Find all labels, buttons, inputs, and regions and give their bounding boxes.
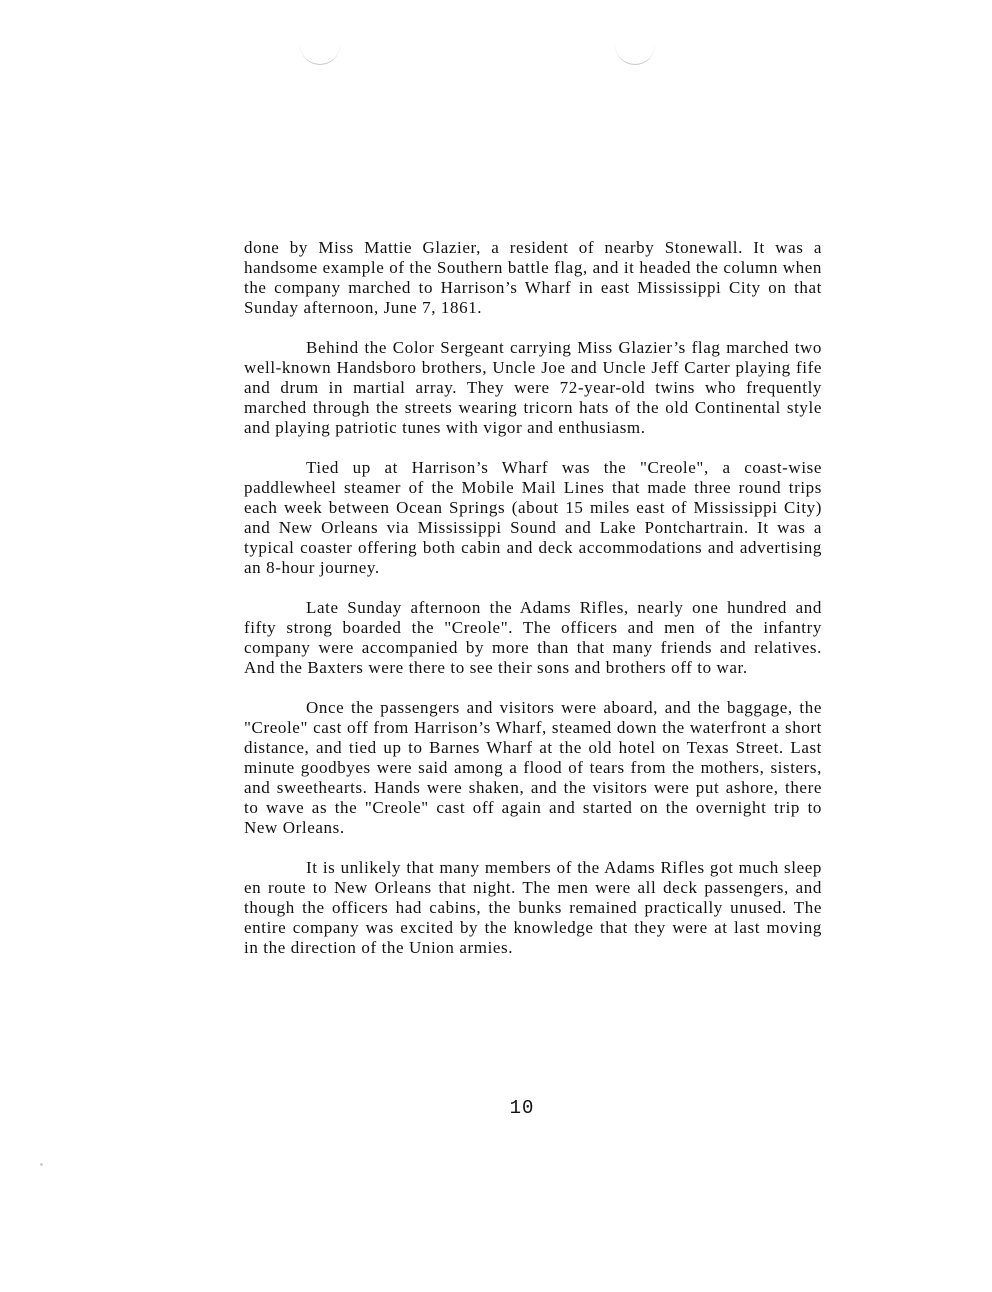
document-body: [244, 238, 822, 978]
scan-speck: [40, 1163, 43, 1166]
paragraph-4: Late Sunday afternoon the Adams Rifles, nearly one hundred and fifty strong boarded the "Creole". The officers and men of the infantry company were accompanied by more than that many friends and relatives. And the Baxters were there to see their sons and brothers off to war.: [244, 598, 822, 677]
paragraph-1: done by Miss Mattie Glazier, a resident of nearby Stonewall. It was a handsome example of the Southern battle flag, and it headed the column when the company marched to Harrison’s Wharf in east Mississippi City on that Sunday afternoon, June 7, 1861.: [244, 238, 822, 317]
paragraph-3: Tied up at Harrison’s Wharf was the "Creole", a coast-wise paddlewheel steamer of the Mobile Mail Lines that made three round trips each week between Ocean Springs (about 15 miles east of Mississippi City) and New Orleans via Mississippi Sound and Lake Pontchartrain. It was a typical coaster offering both cabin and deck accommodations and advertising an 8-hour journey.: [244, 458, 822, 577]
paragraph-6: It is unlikely that many members of the Adams Rifles got much sleep en route to New Orleans that night. The men were all deck passengers, and though the officers had cabins, the bunks remained practically unused. The entire company was excited by the knowledge that they were at last moving in the direction of the Union armies.: [244, 858, 822, 957]
page-number: 10: [509, 1097, 535, 1119]
binding-hole-mark-right: [615, 38, 655, 65]
binding-hole-mark-left: [300, 38, 340, 65]
paragraph-2: Behind the Color Sergeant carrying Miss Glazier’s flag marched two well-known Handsboro brothers, Uncle Joe and Uncle Jeff Carter playing fife and drum in martial array. They were 72-year-old twins who frequently marched through the streets wearing tricorn hats of the old Continental style and playing patriotic tunes with vigor and enthusiasm.: [244, 338, 822, 437]
paragraph-5: Once the passengers and visitors were aboard, and the baggage, the "Creole" cast off from Harrison’s Wharf, steamed down the waterfront a short distance, and tied up to Barnes Wharf at the old hotel on Texas Street. Last minute goodbyes were said among a flood of tears from the mothers, sisters, and sweethearts. Hands were shaken, and the visitors were put ashore, there to wave as the "Creole" cast off again and started on the overnight trip to New Orleans.: [244, 698, 822, 837]
